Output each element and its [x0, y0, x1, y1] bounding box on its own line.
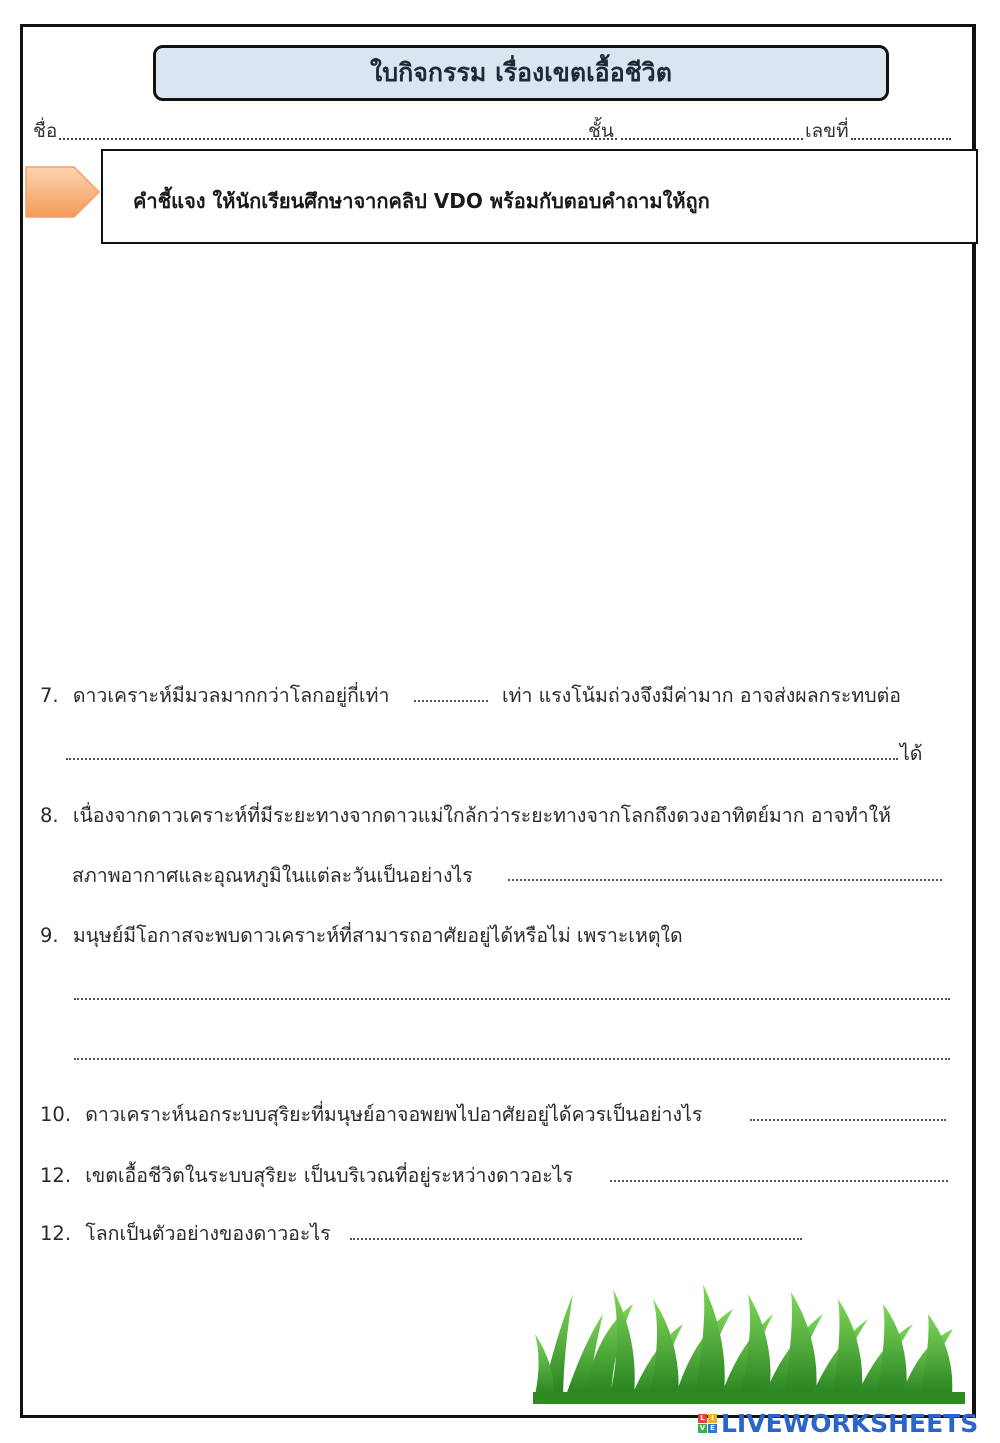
question-number: 8. [40, 804, 59, 827]
number-input[interactable] [851, 138, 951, 140]
q7-suffix [900, 738, 922, 769]
question-text: สภาพอากาศและอุณหภูมิในแต่ละวันเป็นอย่างไร [72, 864, 473, 887]
question-8-line2 [72, 860, 473, 891]
question-9 [40, 920, 683, 951]
question-text: เขตเอื้อชีวิตในระบบสุริยะ เป็นบริเวณที่อยู่ระหว่างดาวอะไร [85, 1164, 574, 1187]
class-label: ชั้น [588, 120, 614, 142]
instruction-text: คำชี้แจง ให้นักเรียนศึกษาจากคลิป VDO พร้อมกับตอบคำถามให้ถูก [133, 189, 710, 213]
instruction-box [101, 149, 978, 244]
logo-letter: V [699, 1423, 706, 1432]
question-number: 12. [40, 1164, 72, 1187]
q9-answer-blank-2[interactable] [74, 1058, 950, 1060]
question-text: เท่า แรงโน้มถ่วงจึงมีค่ามาก อาจส่งผลกระทบต่อ [502, 684, 902, 707]
q12a-answer-blank[interactable] [610, 1180, 948, 1182]
q12b-answer-blank[interactable] [350, 1238, 802, 1240]
name-input[interactable] [59, 138, 617, 140]
question-text: ดาวเคราะห์มีมวลมากกว่าโลกอยู่กี่เท่า [72, 684, 390, 707]
q7-answer-blank-2[interactable] [66, 758, 898, 760]
question-10 [40, 1099, 702, 1130]
question-12b [40, 1218, 331, 1249]
number-label: เลขที่ [805, 120, 849, 142]
q7-answer-blank-1[interactable] [414, 700, 488, 702]
question-8 [40, 800, 891, 831]
question-number: 10. [40, 1103, 72, 1126]
name-label: ชื่อ [33, 120, 58, 142]
worksheet-title: ใบกิจกรรม เรื่องเขตเอื้อชีวิต [153, 45, 889, 101]
q9-answer-blank-1[interactable] [74, 998, 950, 1000]
question-7 [40, 680, 389, 711]
logo-mark-icon [698, 1414, 717, 1433]
logo-letter: E [708, 1424, 717, 1433]
question-text: ดาวเคราะห์นอกระบบสุริยะที่มนุษย์อาจอพยพไปอาศัยอยู่ได้ควรเป็นอย่างไร [85, 1103, 703, 1126]
question-12a [40, 1160, 573, 1191]
student-info-line [33, 116, 953, 146]
question-number: 12. [40, 1222, 72, 1245]
question-text: เนื่องจากดาวเคราะห์ที่มีระยะทางจากดาวแม่ใกล้กว่าระยะทางจากโลกถึงดวงอาทิตย์มาก อาจทำให้ [72, 804, 892, 827]
logo-letter: L [698, 1414, 707, 1423]
question-7-cont [502, 680, 901, 711]
question-text: โลกเป็นตัวอย่างของดาวอะไร [85, 1222, 331, 1245]
q10-answer-blank[interactable] [750, 1119, 946, 1121]
question-text: ได้ [900, 742, 923, 765]
question-number: 7. [40, 684, 59, 707]
arrow-tag-icon [24, 164, 102, 220]
q8-answer-blank[interactable] [508, 879, 942, 881]
grass-illustration [533, 1284, 965, 1404]
logo-text: LIVEWORKSHEETS [721, 1408, 979, 1438]
liveworksheets-logo [698, 1410, 978, 1436]
logo-letter: I [708, 1414, 717, 1423]
question-number: 9. [40, 924, 59, 947]
question-text: มนุษย์มีโอกาสจะพบดาวเคราะห์ที่สามารถอาศัยอยู่ได้หรือไม่ เพราะเหตุใด [72, 924, 683, 947]
class-input[interactable] [621, 138, 803, 140]
